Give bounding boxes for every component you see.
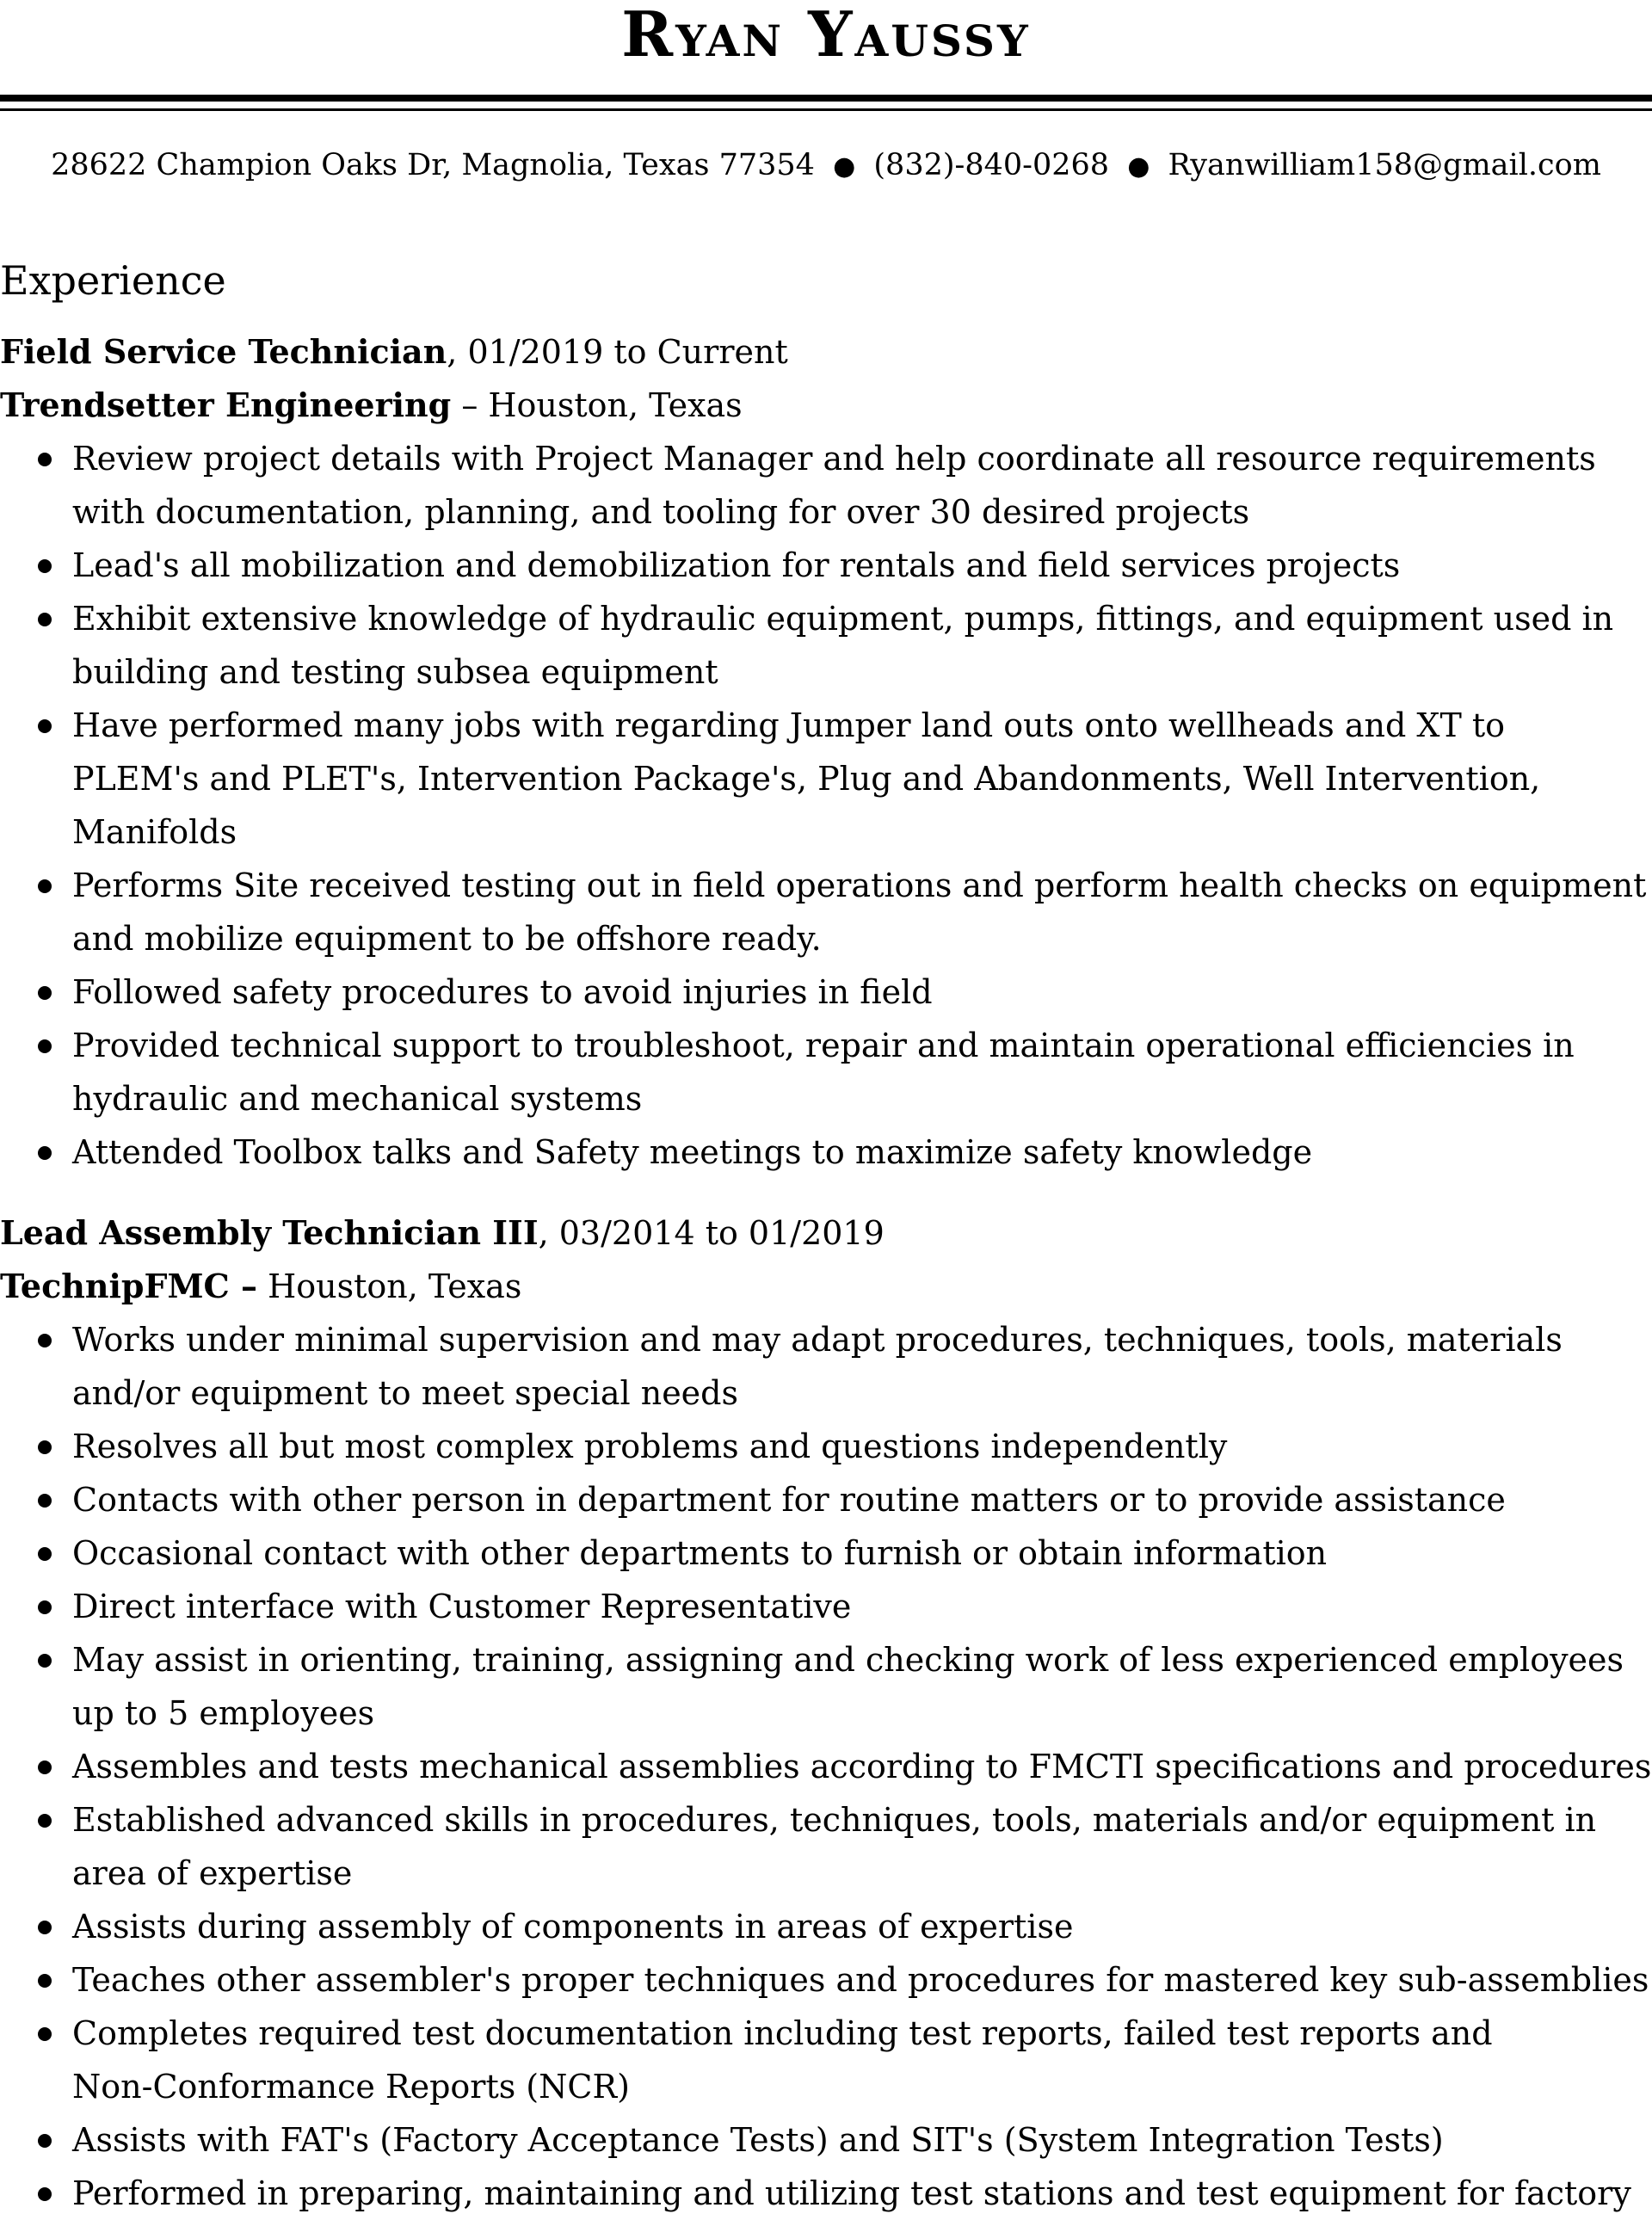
job-company: TechnipFMC –: [0, 1267, 258, 1305]
bullet-dot-icon: [38, 1921, 52, 1934]
bullet-dot-icon: [38, 1547, 52, 1561]
contact-separator-bullet: ●: [1127, 151, 1150, 182]
list-item: Lead's all mobilization and demobilization for rentals and field services projects: [0, 539, 1652, 592]
job-title: Field Service Technician: [0, 332, 447, 371]
list-item: Performs Site received testing out in field operations and perform health checks on equipment and mobilize equipment to be offshore ready.: [0, 859, 1652, 965]
list-item: May assist in orienting, training, assigning and checking work of less experienced employees up to 5 employees: [0, 1633, 1652, 1740]
job-dates: , 01/2019 to Current: [447, 333, 788, 371]
list-item: Completes required test documentation including test reports, failed test reports and Non-Conformance Reports (NCR): [0, 2007, 1652, 2113]
bullet-dot-icon: [38, 1654, 52, 1668]
job-company-line: [0, 379, 1652, 432]
section-title-experience: Experience: [0, 257, 226, 304]
bullet-dot-icon: [38, 879, 52, 893]
list-item: Provided technical support to troubleshoot, repair and maintain operational efficiencies in hydraulic and mechanical systems: [0, 1019, 1652, 1125]
bullet-dot-icon: [38, 2134, 52, 2148]
job-dates: , 03/2014 to 01/2019: [538, 1214, 885, 1252]
list-item: Assists with FAT's (Factory Acceptance Tests) and SIT's (System Integration Tests): [0, 2113, 1652, 2167]
bullet-dot-icon: [38, 1974, 52, 1988]
list-item: Works under minimal supervision and may adapt procedures, techniques, tools, materials and/or equipment to meet special needs: [0, 1313, 1652, 1420]
header-rule-thin: [0, 108, 1652, 111]
bullet-dot-icon: [38, 1814, 52, 1828]
job-bullets: [0, 432, 1652, 1179]
bullet-dot-icon: [38, 719, 52, 733]
job-title-line: [0, 1206, 1652, 1260]
bullet-dot-icon: [38, 1146, 52, 1160]
contact-separator-bullet: ●: [833, 151, 856, 182]
bullet-dot-icon: [38, 2187, 52, 2201]
bullet-dot-icon: [38, 2027, 52, 2041]
list-item: Followed safety procedures to avoid injuries in field: [0, 965, 1652, 1019]
list-item: Assembles and tests mechanical assemblies according to FMCTI specifications and procedures: [0, 1740, 1652, 1793]
list-item: Review project details with Project Manager and help coordinate all resource requirements with documentation, planning, and tooling for over 30 desired projects: [0, 432, 1652, 539]
candidate-name: Ryan Yaussy: [621, 0, 1031, 71]
list-item: Performed in preparing, maintaining and utilizing test stations and test equipment for factory: [0, 2167, 1652, 2220]
bullet-dot-icon: [38, 986, 52, 1000]
list-item: Teaches other assembler's proper techniques and procedures for mastered key sub-assemblies: [0, 1953, 1652, 2007]
bullet-dot-icon: [38, 613, 52, 626]
job-bullets: [0, 1313, 1652, 2220]
bullet-dot-icon: [38, 453, 52, 466]
list-item: Resolves all but most complex problems and questions independently: [0, 1420, 1652, 1473]
bullet-dot-icon: [38, 559, 52, 573]
bullet-dot-icon: [38, 1440, 52, 1454]
list-item: Established advanced skills in procedures, techniques, tools, materials and/or equipment in area of expertise: [0, 1793, 1652, 1900]
list-item: Contacts with other person in department for routine matters or to provide assistance: [0, 1473, 1652, 1526]
contact-phone: (832)-840-0268: [873, 148, 1110, 182]
job-title: Lead Assembly Technician III: [0, 1213, 539, 1252]
job-location: – Houston, Texas: [451, 386, 743, 424]
job-company-line: [0, 1260, 1652, 1313]
list-item: Have performed many jobs with regarding Jumper land outs onto wellheads and XT to PLEM's and PLET's, Intervention Package's, Plug and Abandonments, Well Intervention, Manifolds: [0, 699, 1652, 859]
job-entry-1: [0, 325, 1652, 1179]
bullet-dot-icon: [38, 1039, 52, 1053]
bullet-dot-icon: [38, 1494, 52, 1508]
list-item: Assists during assembly of components in areas of expertise: [0, 1900, 1652, 1953]
list-item: Exhibit extensive knowledge of hydraulic equipment, pumps, fittings, and equipment used in building and testing subsea equipment: [0, 592, 1652, 699]
job-location: Houston, Texas: [257, 1267, 522, 1305]
job-company: Trendsetter Engineering: [0, 385, 452, 424]
list-item: Attended Toolbox talks and Safety meetings to maximize safety knowledge: [0, 1125, 1652, 1179]
contact-address: 28622 Champion Oaks Dr, Magnolia, Texas 77354: [51, 148, 815, 182]
list-item: Occasional contact with other departments to furnish or obtain information: [0, 1526, 1652, 1580]
bullet-dot-icon: [38, 1761, 52, 1774]
header-rule-thick: [0, 95, 1652, 102]
list-item: Direct interface with Customer Representative: [0, 1580, 1652, 1633]
contact-line: [0, 139, 1652, 193]
bullet-dot-icon: [38, 1334, 52, 1347]
contact-email: Ryanwilliam158@gmail.com: [1168, 148, 1601, 182]
job-title-line: [0, 325, 1652, 379]
bullet-dot-icon: [38, 1600, 52, 1614]
job-entry-2: [0, 1206, 1652, 2220]
